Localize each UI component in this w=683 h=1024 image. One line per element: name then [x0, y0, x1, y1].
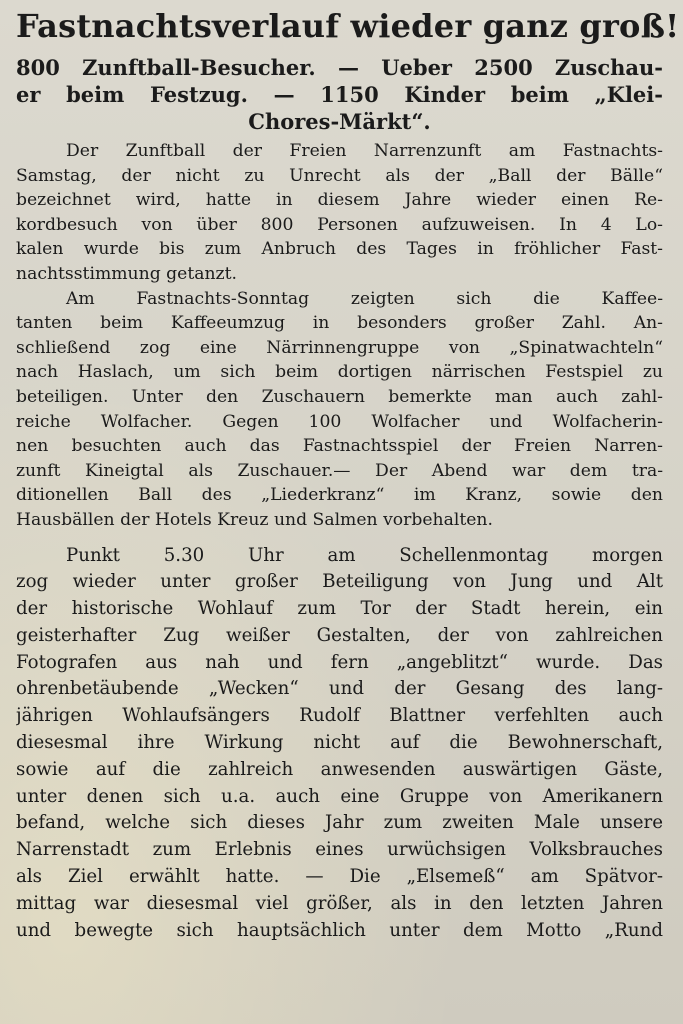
- paragraph-line: Samstag, der nicht zu Unrecht als der „Ball der Bälle“: [16, 165, 663, 186]
- paragraph-line: ditionellen Ball des „Liederkranz“ im Kranz, sowie den: [16, 485, 663, 506]
- paragraph-line: Fotografen aus nah und fern „angeblitzt“ wurde. Das: [16, 651, 663, 673]
- paragraph-line: tanten beim Kaffeeumzug in besonders großer Zahl. An-: [16, 313, 663, 334]
- paragraph-line: Narrenstadt zum Erlebnis eines urwüchsigen Volksbrauches: [16, 839, 663, 861]
- article-paragraph: [16, 139, 663, 287]
- paragraph-line: ohrenbetäubende „Wecken“ und der Gesang des lang-: [16, 678, 663, 700]
- paragraph-line: beteiligen. Unter den Zuschauern bemerkte man auch zahl-: [16, 386, 663, 407]
- article-paragraph: [16, 287, 663, 533]
- paragraph-line: nach Haslach, um sich beim dortigen närrischen Festspiel zu: [16, 362, 663, 383]
- paragraph-line: geisterhafter Zug weißer Gestalten, der von zahlreichen: [16, 624, 663, 646]
- paragraph-line: zunft Kineigtal als Zuschauer.— Der Abend war dem tra-: [16, 460, 663, 481]
- paragraph-line: zog wieder unter großer Beteiligung von Jung und Alt: [16, 571, 663, 593]
- paragraph-line: Punkt 5.30 Uhr am Schellenmontag morgen: [66, 544, 663, 566]
- subheadline-line: 800 Zunftball-Besucher. — Ueber 2500 Zuschau-: [16, 55, 663, 80]
- paragraph-line: jährigen Wohlaufsängers Rudolf Blattner verfehlten auch: [16, 705, 663, 727]
- paragraph-line: mittag war diesesmal viel größer, als in den letzten Jahren: [16, 892, 663, 914]
- paragraph-line: unter denen sich u.a. auch eine Gruppe von Amerikanern: [16, 785, 663, 807]
- paragraph-line: kordbesuch von über 800 Personen aufzuweisen. In 4 Lo-: [16, 214, 663, 235]
- paragraph-line: bezeichnet wird, hatte in diesem Jahre wieder einen Re-: [16, 190, 663, 211]
- paragraph-line: schließend zog eine Närrinnengruppe von „Spinatwachteln“: [16, 337, 663, 358]
- paragraph-line: befand, welche sich dieses Jahr zum zweiten Male unsere: [16, 812, 663, 834]
- paragraph-line: Hausbällen der Hotels Kreuz und Salmen vorbehalten.: [16, 509, 493, 530]
- paragraph-line: Der Zunftball der Freien Narrenzunft am Fastnachts-: [66, 141, 663, 161]
- paragraph-line: der historische Wohlauf zum Tor der Stadt herein, ein: [16, 598, 663, 620]
- subheadline-line: Chores-Märkt“.: [248, 109, 431, 134]
- paragraph-line: und bewegte sich hauptsächlich unter dem Motto „Rund: [16, 919, 663, 941]
- paragraph-line: sowie auf die zahlreich anwesenden auswärtigen Gäste,: [16, 758, 663, 780]
- paragraph-line: als Ziel erwählt hatte. — Die „Elsemeß“ am Spätvor-: [16, 866, 663, 888]
- article-headline: Fastnachtsverlauf wieder ganz groß!: [16, 7, 680, 45]
- paragraph-line: reiche Wolfacher. Gegen 100 Wolfacher und Wolfacherin-: [16, 411, 663, 432]
- subheadline-line: er beim Festzug. — 1150 Kinder beim „Klei-: [16, 82, 663, 107]
- paragraph-line: Am Fastnachts-Sonntag zeigten sich die Kaffee-: [66, 288, 663, 309]
- article-paragraph: [16, 543, 663, 945]
- article-subheadline: [16, 54, 663, 135]
- paragraph-line: diesesmal ihre Wirkung nicht auf die Bewohnerschaft,: [16, 732, 663, 754]
- paragraph-line: nen besuchten auch das Fastnachtsspiel der Freien Narren-: [16, 436, 663, 457]
- paragraph-line: kalen wurde bis zum Anbruch des Tages in fröhlicher Fast-: [16, 239, 663, 260]
- paragraph-line: nachtsstimmung getanzt.: [16, 263, 237, 284]
